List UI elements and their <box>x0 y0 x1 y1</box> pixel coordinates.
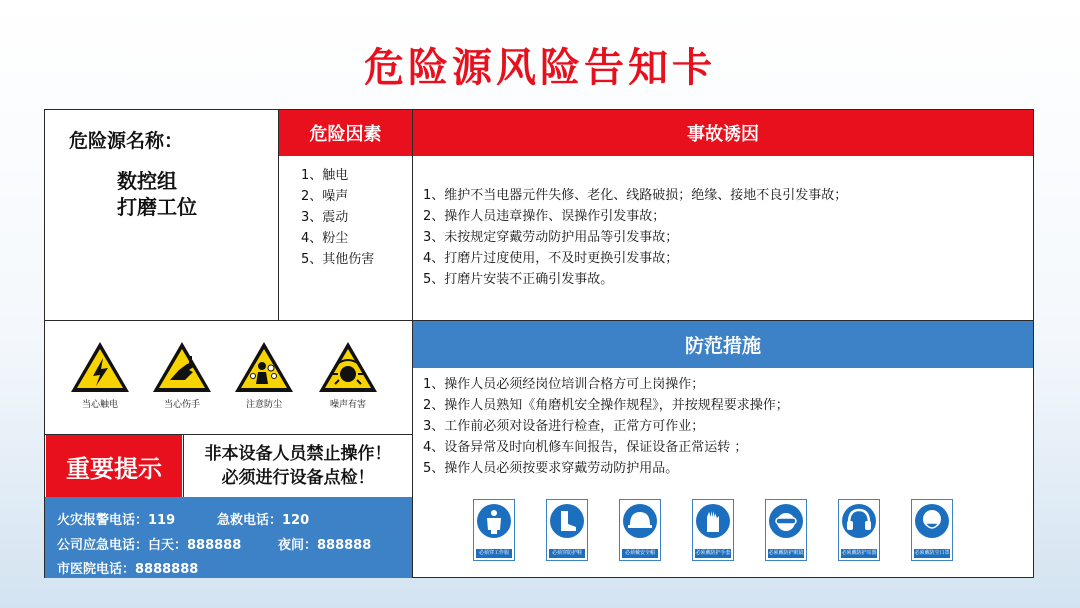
ppe-sign <box>546 499 588 561</box>
risk-card <box>44 109 1034 578</box>
list-item: 2、噪声 <box>301 189 349 204</box>
work-clothes-icon <box>476 503 512 539</box>
list-item: 2、操作人员熟知《角磨机安全操作规程》，并按规程要求操作； <box>423 398 789 413</box>
list-item: 3、未按规定穿戴劳动防护用品等引发事故； <box>423 230 679 245</box>
ppe-sign-label: 必须戴安全帽 <box>622 549 658 558</box>
ppe-sign-label: 必须戴防护耳器 <box>841 550 877 556</box>
warning-sign <box>229 340 299 410</box>
company-night-phone: 夜间：888888 <box>278 538 372 553</box>
list-item: 5、打磨片安装不正确引发事故。 <box>423 272 614 287</box>
important-notice-message <box>184 435 412 497</box>
warning-sign-label: 注意防尘 <box>245 400 282 410</box>
accident-causes-header: 事故诱因 <box>413 110 1033 156</box>
protective-gloves-icon <box>695 503 731 539</box>
ppe-sign-label: 必须戴防护手套 <box>695 550 731 556</box>
ppe-sign-label: 必须穿工作服 <box>476 549 512 558</box>
preventive-measures-list <box>423 374 789 479</box>
ppe-sign <box>911 499 953 561</box>
list-item: 4、设备异常及时向机修车间报告，保证设备正常运转 ； <box>423 440 748 455</box>
list-item: 5、其他伤害 <box>301 252 375 267</box>
important-notice-label: 重要提示 <box>46 435 182 497</box>
warning-sign <box>65 340 135 410</box>
dust-icon <box>233 340 295 394</box>
fire-alarm-phone: 火灾报警电话：119 <box>57 513 176 528</box>
hazard-source-line: 数控组 <box>117 169 177 193</box>
dust-mask-icon <box>914 503 950 539</box>
list-item: 1、维护不当电器元件失修、老化、线路破损；绝缘、接地不良引发事故； <box>423 188 848 203</box>
ppe-sign <box>473 499 515 561</box>
hazard-source-line: 打磨工位 <box>117 195 197 219</box>
list-item: 1、触电 <box>301 168 349 183</box>
warning-sign-label: 当心触电 <box>81 400 118 410</box>
list-item: 3、震动 <box>301 210 349 225</box>
risk-factors-list <box>301 165 374 270</box>
electric-shock-icon <box>69 340 131 394</box>
ppe-sign <box>692 499 734 561</box>
list-item: 3、工作前必须对设备进行检查，正常方可作业； <box>423 419 705 434</box>
hospital-phone: 市医院电话：8888888 <box>57 562 199 577</box>
safety-helmet-icon <box>622 503 658 539</box>
list-item: 2、操作人员违章操作、误操作引发事故； <box>423 209 666 224</box>
list-item: 1、操作人员必须经岗位培训合格方可上岗操作； <box>423 377 705 392</box>
ppe-sign-label: 必须戴防护眼镜 <box>768 550 804 556</box>
ppe-sign <box>619 499 661 561</box>
company-day-phone: 公司应急电话：白天：888888 <box>57 538 242 553</box>
emergency-contacts <box>45 497 412 578</box>
hazard-source-label: 危险源名称： <box>69 130 184 152</box>
accident-causes-list <box>423 185 847 290</box>
warning-sign <box>147 340 217 410</box>
warning-sign-label: 噪声有害 <box>329 400 366 410</box>
noise-icon <box>317 340 379 394</box>
protective-boots-icon <box>549 503 585 539</box>
warning-signs <box>65 340 385 420</box>
ppe-sign-label: 必须穿防护鞋 <box>549 549 585 558</box>
safety-goggles-icon <box>768 503 804 539</box>
list-item: 4、打磨片过度使用，不及时更换引发事故； <box>423 251 679 266</box>
ppe-sign <box>765 499 807 561</box>
risk-factors-header: 危险因素 <box>279 110 412 156</box>
warning-sign <box>313 340 383 410</box>
hand-injury-icon <box>151 340 213 394</box>
page-title: 危险源风险告知卡 <box>364 45 716 91</box>
list-item: 4、粉尘 <box>301 231 349 246</box>
hazard-source-value <box>117 168 197 220</box>
ppe-sign <box>838 499 880 561</box>
list-item: 5、操作人员必须按要求穿戴劳动防护用品。 <box>423 461 679 476</box>
ppe-sign-label: 必须戴防尘口罩 <box>914 550 950 556</box>
ear-protection-icon <box>841 503 877 539</box>
first-aid-phone: 急救电话：120 <box>217 513 310 528</box>
preventive-measures-header: 防范措施 <box>413 321 1033 368</box>
warning-sign-label: 当心伤手 <box>163 400 200 410</box>
notice-line: 必须进行设备点检！ <box>221 468 375 488</box>
ppe-signs <box>473 499 973 565</box>
notice-line: 非本设备人员禁止操作！ <box>204 444 392 464</box>
